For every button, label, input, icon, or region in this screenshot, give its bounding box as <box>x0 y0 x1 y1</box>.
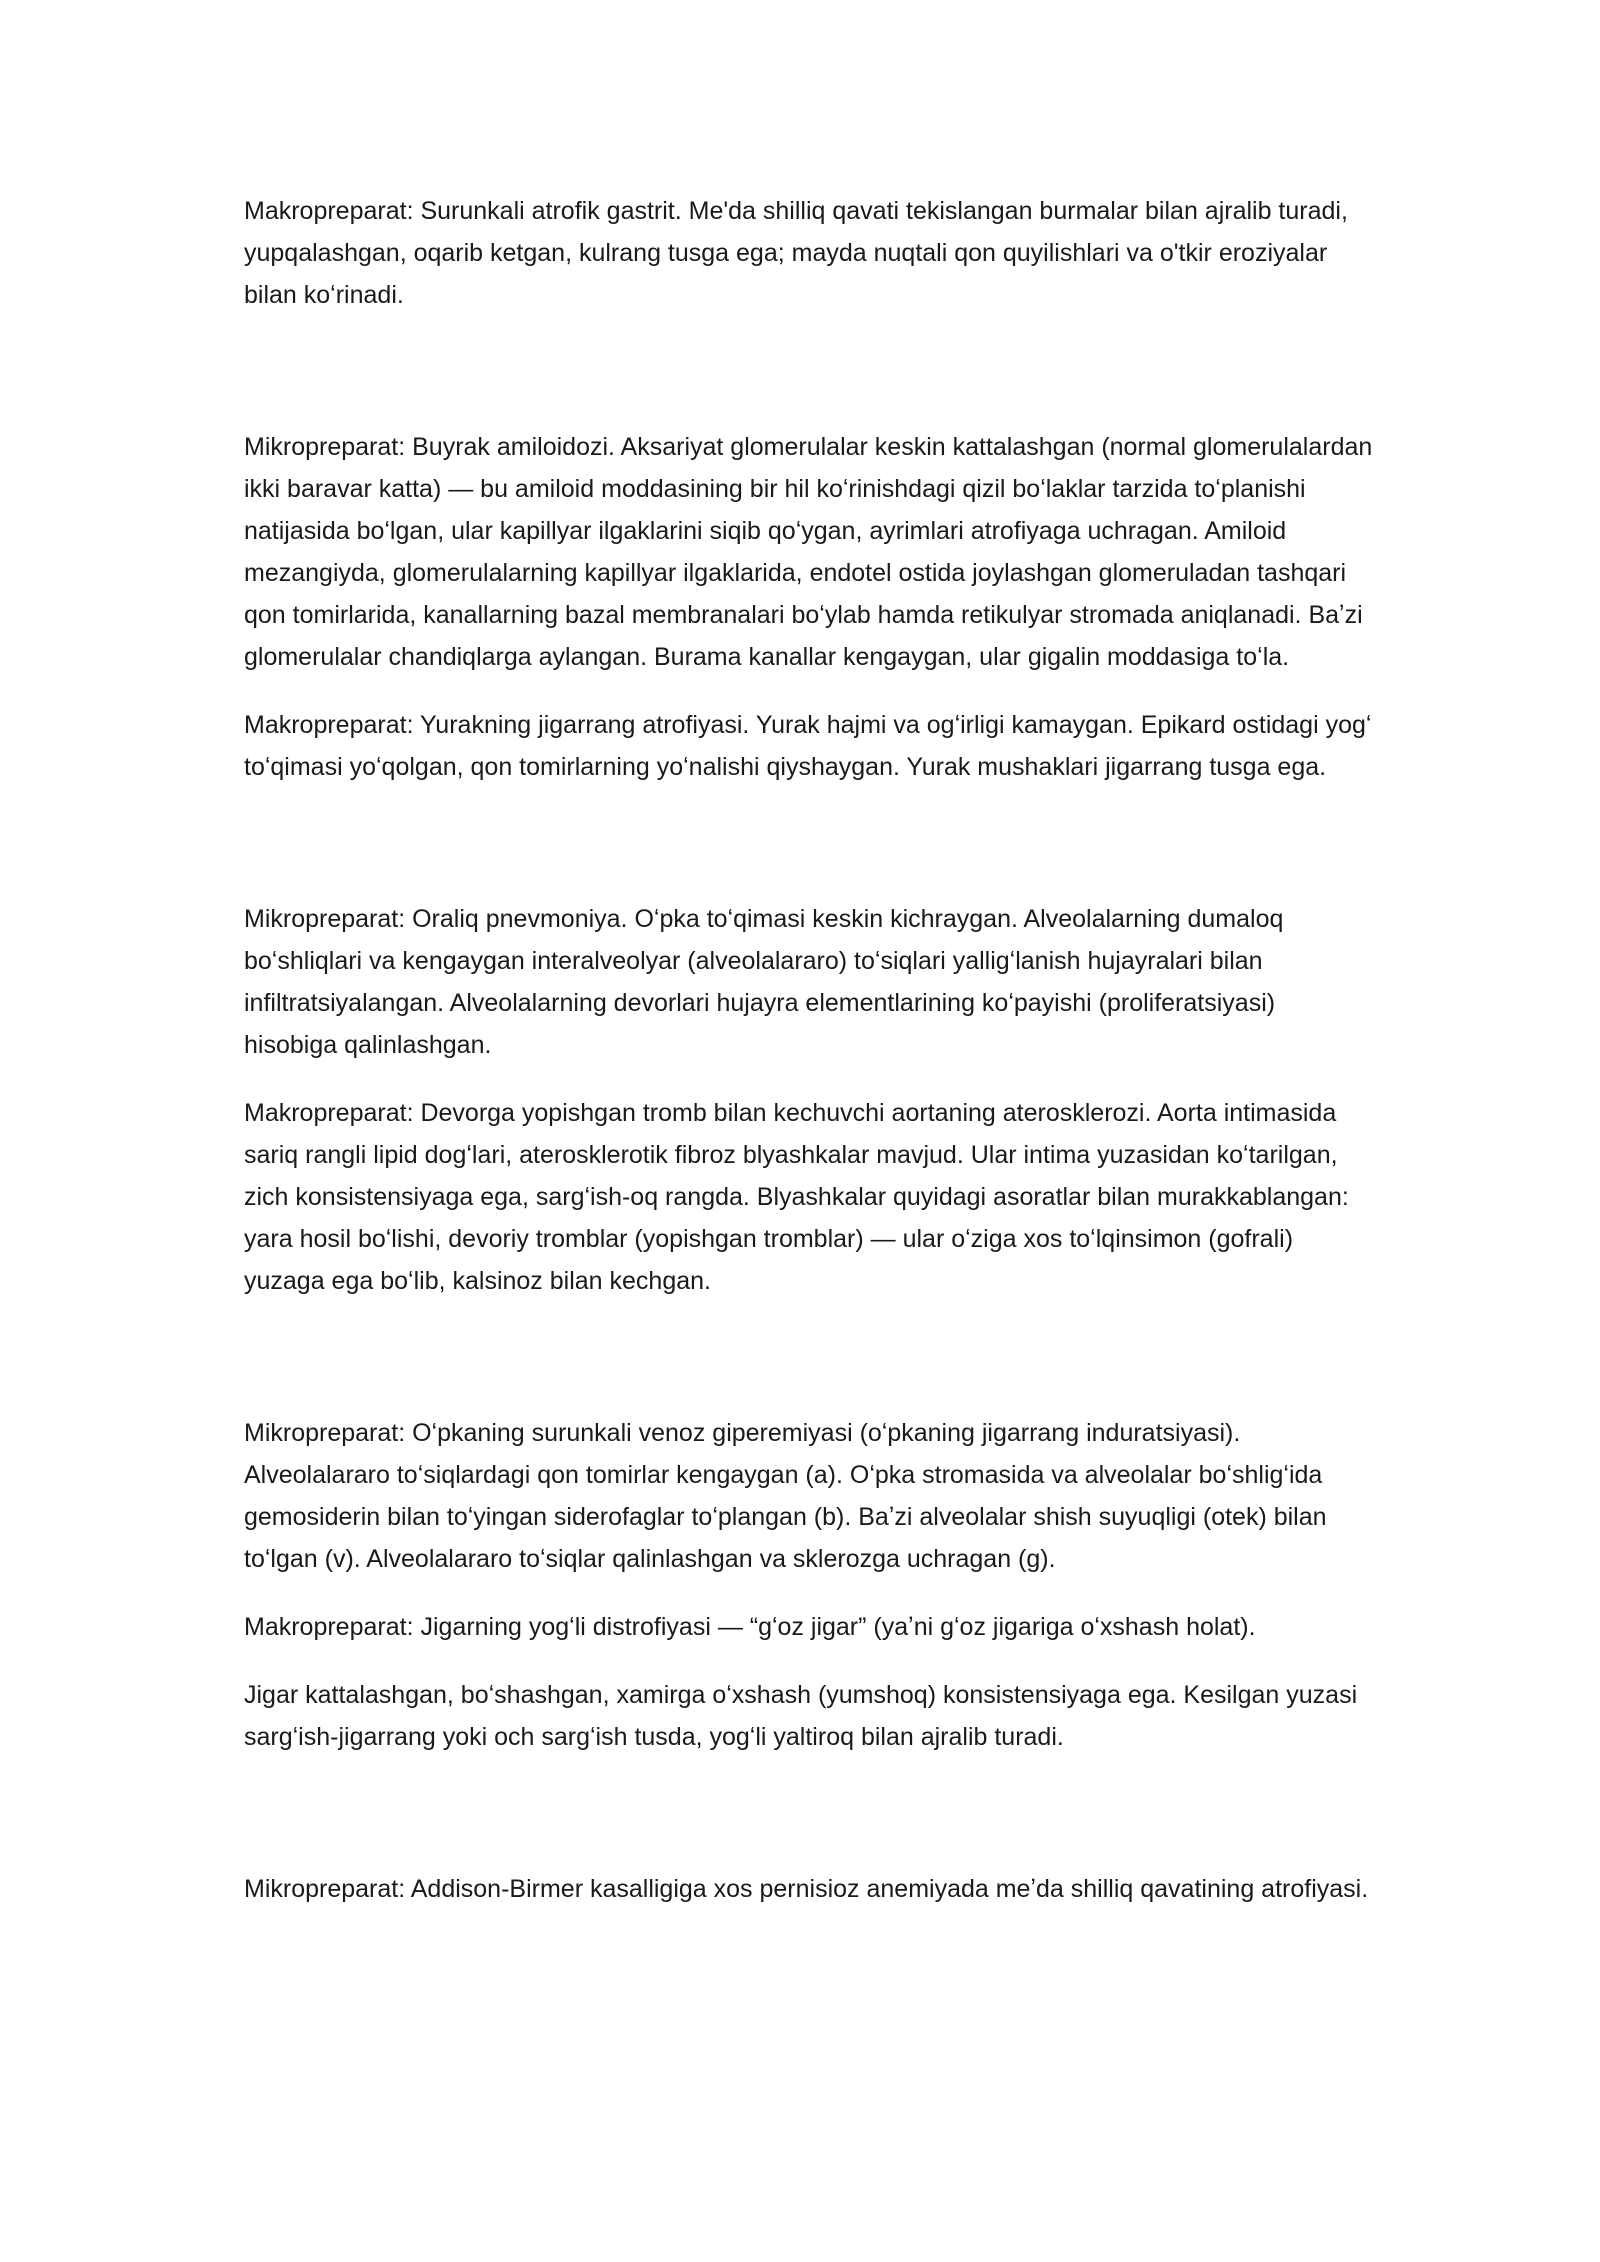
paragraph-fatty-liver-title: Makropreparat: Jigarning yogʻli distrofiyasi — “gʻoz jigar” (yaʼni gʻoz jigariga oʻxshash holat). <box>244 1613 1256 1641</box>
paragraph-kidney-amyloidosis: Mikropreparat: Buyrak amiloidozi. Aksariyat glomerulalar keskin kattalashgan (normal glomerulalardan ikki baravar katta) — bu amiloid moddasining bir hil koʻrinishdagi qizil boʻlaklar tarzida toʻplanishi natijasida boʻlgan, ular kapillyar ilgaklarini siqib qoʻygan, ayrimlari atrofiyaga uchragan. Amiloid mezangiyda, glomerulalarning kapillyar ilgaklarida, endotel ostida joylashgan glomeruladan tashqari qon tomirlarida, kanallarning bazal membranalari boʻylab hamda retikulyar stromada aniqlanadi. Baʼzi glomerulalar chandiqlarga aylangan. Burama kanallar kengaygan, ular gigalin moddasiga toʻla. <box>244 433 1373 671</box>
document-body <box>244 190 1374 1910</box>
paragraph-interstitial-pneumonia: Mikropreparat: Oraliq pnevmoniya. Oʻpka toʻqimasi keskin kichraygan. Alveolalarning dumaloq boʻshliqlari va kengaygan interalveolyar (alveolalararo) toʻsiqlari yalligʻlanish hujayralari bilan infiltratsiyalangan. Alveolalarning devorlari hujayra elementlarining koʻpayishi (proliferatsiyasi) hisobiga qalinlashgan. <box>244 905 1284 1059</box>
paragraph-brown-atrophy-heart: Makropreparat: Yurakning jigarrang atrofiyasi. Yurak hajmi va ogʻirligi kamaygan. Epikard ostidagi yogʻ toʻqimasi yoʻqolgan, qon tomirlarning yoʻnalishi qiyshaygan. Yurak mushaklari jigarrang tusga ega. <box>244 711 1372 781</box>
paragraph-lung-venous-hyperemia: Mikropreparat: Oʻpkaning surunkali venoz giperemiyasi (oʻpkaning jigarrang induratsiyasi). Alveolalararo toʻsiqlardagi qon tomirlar kengaygan (a). Oʻpka stromasida va alveolalar boʻshligʻida gemosiderin bilan toʻyingan siderofaglar toʻplangan (b). Baʼzi alveolalar shish suyuqligi (otek) bilan toʻlgan (v). Alveolalararo toʻsiqlar qalinlashgan va sklerozga uchragan (g). <box>244 1419 1327 1573</box>
paragraph-aortic-atherosclerosis: Makropreparat: Devorga yopishgan tromb bilan kechuvchi aortaning aterosklerozi. Aorta intimasida sariq rangli lipid dogʻlari, aterosklerotik fibroz blyashkalar mavjud. Ular intima yuzasidan koʻtarilgan, zich konsistensiyaga ega, sargʻish-oq rangda. Blyashkalar quyidagi asoratlar bilan murakkablangan: yara hosil boʻlishi, devoriy tromblar (yopishgan tromblar) — ular oʻziga xos toʻlqinsimon (gofrali) yuzaga ega boʻlib, kalsinoz bilan kechgan. <box>244 1099 1349 1295</box>
paragraph-pernicious-anemia-gastric-atrophy: Mikropreparat: Addison-Birmer kasalligiga xos pernisioz anemiyada meʼda shilliq qavatining atrofiyasi. <box>244 1875 1369 1903</box>
paragraph-fatty-liver-description: Jigar kattalashgan, boʻshashgan, xamirga oʻxshash (yumshoq) konsistensiyaga ega. Kesilgan yuzasi sargʻish-jigarrang yoki och sargʻish tusda, yogʻli yaltiroq bilan ajralib turadi. <box>244 1681 1358 1751</box>
paragraph-chronic-atrophic-gastritis: Makropreparat: Surunkali atrofik gastrit. Me'da shilliq qavati tekislangan burmalar bilan ajralib turadi, yupqalashgan, oqarib ketgan, kulrang tusga ega; mayda nuqtali qon quyilishlari va o'tkir eroziyalar bilan koʻrinadi. <box>244 197 1348 309</box>
